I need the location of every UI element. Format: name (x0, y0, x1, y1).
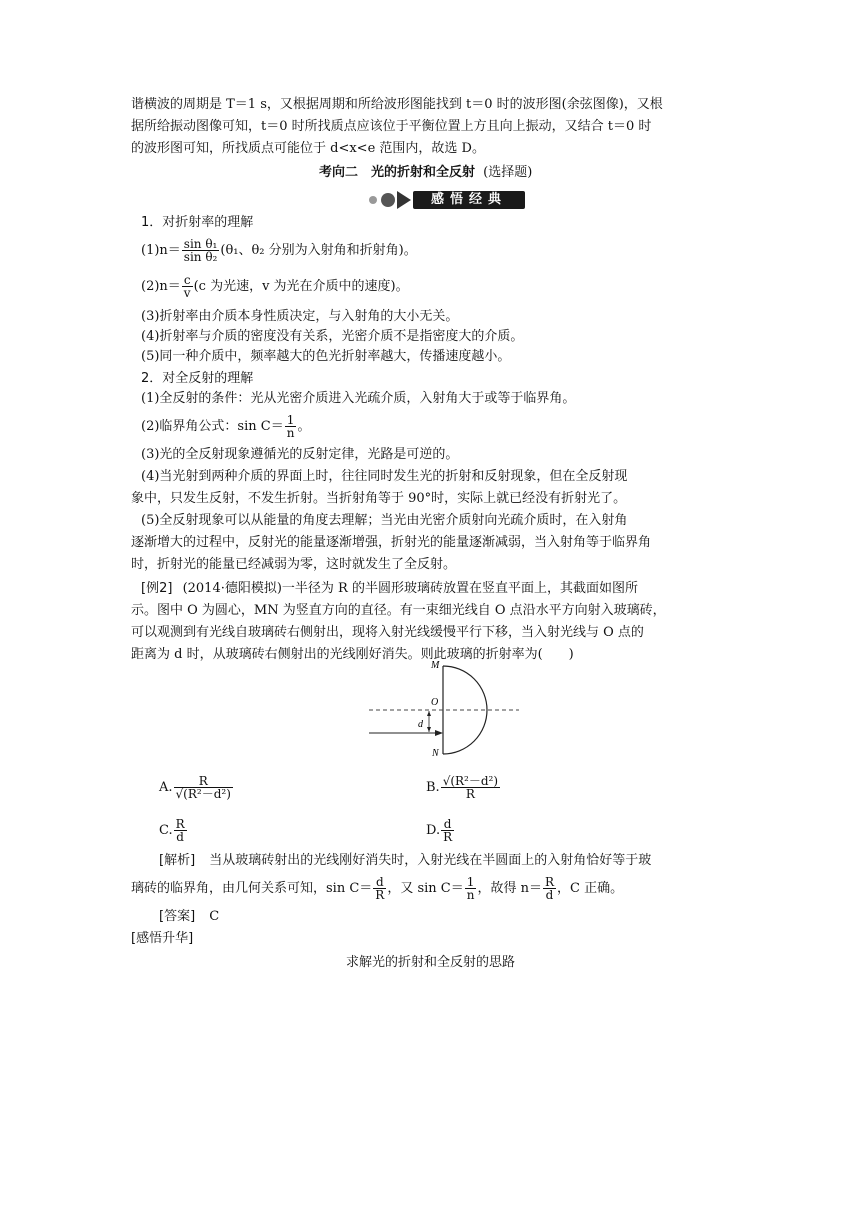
analysis-label: [解析] (159, 853, 196, 868)
section-title: 考向二 光的折射和全反射 (319, 165, 476, 180)
s2-item-5-line-2: 逐渐增大的过程中，反射光的能量逐渐增强，折射光的能量逐渐减弱，当入射角等于临界角 (131, 535, 652, 550)
s2-title: 2．对全反射的理解 (141, 371, 254, 386)
label-n: N (432, 748, 439, 759)
analysis-line-1 (159, 852, 651, 870)
s1-title: 1．对折射率的理解 (141, 215, 254, 230)
fraction-denominator: n (286, 426, 295, 440)
s1-item-1 (141, 238, 417, 264)
top-para-line-1: 谐横波的周期是 T＝1 s，又根据周期和所给波形图能找到 t＝0 时的波形图(余弦图像)，又根 (131, 97, 663, 112)
analysis-text-2c: ，故得 n＝ (477, 881, 542, 896)
option-d (426, 814, 455, 848)
example-line-4: 距离为 d 时，从玻璃砖右侧射出的光线刚好消失。则此玻璃的折射率为( ) (131, 647, 574, 662)
d-arrow-up-icon (427, 711, 431, 716)
d-over-r-fraction (373, 876, 386, 901)
s1-item-4: (4)折射率与介质的密度没有关系，光密介质不是指密度大的介质。 (141, 329, 524, 344)
one-over-n-fraction-2 (465, 876, 477, 901)
analysis-text-2d: ，C 正确。 (557, 881, 624, 896)
analysis-text-1: 当从玻璃砖射出的光线刚好消失时，入射光线在半圆面上的入射角恰好等于玻 (209, 853, 652, 868)
analysis-text-2b: ，又 sin C＝ (387, 881, 464, 896)
example-line-3: 可以观测到有光线自玻璃砖右侧射出，现将入射光线缓慢平行下移，当入射光线与 O 点的 (131, 625, 644, 640)
semicircle-glass-figure (363, 661, 528, 761)
option-c-label: C. (159, 823, 173, 838)
s2-item-1: (1)全反射的条件：光从光密介质进入光疏介质，入射角大于或等于临界角。 (141, 391, 576, 406)
fraction-denominator: v (183, 286, 191, 300)
option-b-fraction (441, 775, 500, 800)
s1-item-5: (5)同一种介质中，频率越大的色光折射率越大，传播速度越小。 (141, 349, 511, 364)
fraction-denominator: n (466, 888, 475, 902)
banner-label: 感悟经典 (413, 191, 525, 209)
answer-label: [答案] (159, 909, 196, 924)
incident-ray-arrow-icon (435, 730, 443, 736)
banner-arrow-icon (397, 191, 411, 209)
fraction-denominator: R (443, 830, 453, 844)
fraction-numerator: R (545, 875, 555, 889)
s1-item-3: (3)折射率由介质本身性质决定，与入射角的大小无关。 (141, 309, 459, 324)
c-over-v-fraction (182, 274, 193, 299)
s2-item-4-line-2: 象中，只发生反射，不发生折射。当折射角等于 90°时，实际上就已经没有折射光了。 (131, 491, 627, 506)
section-tag: (选择题) (483, 165, 533, 180)
s2-item-5-line-1: (5)全反射现象可以从能量的角度去理解；当光由光密介质射向光疏介质时，在入射角 (141, 513, 628, 528)
ganwu-jingdian-banner (361, 190, 526, 210)
example-line-1 (141, 580, 638, 598)
fraction-numerator: d (373, 876, 386, 889)
option-b (426, 768, 501, 808)
s2-item-2 (141, 414, 310, 440)
fraction-numerator: R (175, 817, 185, 831)
fraction-numerator: 1 (465, 876, 477, 889)
fraction-denominator: d (176, 830, 184, 844)
option-b-label: B. (426, 780, 440, 795)
s2-item-4-line-1: (4)当光射到两种介质的界面上时，往往同时发生光的折射和反射现象，但在全反射现 (141, 469, 628, 484)
fraction-denominator: √(R²－d²) (175, 787, 231, 801)
s2-item-3: (3)光的全反射现象遵循光的反射定律，光路是可逆的。 (141, 447, 459, 462)
option-c-fraction (174, 818, 187, 843)
option-a (159, 768, 234, 808)
fraction-denominator: sin θ₂ (183, 250, 218, 264)
fraction-denominator: R (465, 787, 475, 801)
s1-item-1-prefix: (1)n＝ (141, 243, 181, 258)
answer-value: C (209, 909, 220, 924)
option-a-fraction (174, 775, 233, 800)
s1-item-2-suffix: (c 为光速，v 为光在介质中的速度)。 (193, 279, 409, 294)
label-m: M (431, 661, 440, 671)
top-para-line-3: 的波形图可知，所找质点可能位于 d<x<e 范围内，故选 D。 (131, 141, 485, 156)
fraction-numerator: sin θ₁ (183, 237, 218, 251)
s1-item-2-prefix: (2)n＝ (141, 279, 181, 294)
banner-dot-large-icon (381, 193, 395, 207)
fraction-numerator: c (182, 274, 193, 287)
analysis-line-2 (131, 874, 623, 904)
example-line-2: 示。图中 O 为圆心，MN 为竖直方向的直径。有一束细光线自 O 点沿水平方向射入玻璃砖， (131, 603, 666, 618)
fraction-numerator: √(R²－d²) (442, 774, 499, 788)
fraction-denominator: R (375, 888, 385, 902)
label-d: d (418, 719, 423, 730)
fraction-numerator: R (174, 775, 233, 788)
example-text-1: (2014·德阳模拟)一半径为 R 的半圆形玻璃砖放置在竖直平面上，其截面如图所 (182, 581, 638, 596)
example-label: [例2] (141, 581, 173, 596)
label-o: O (431, 697, 439, 708)
fraction-denominator: d (545, 888, 554, 902)
answer-line (159, 908, 219, 926)
option-c (159, 814, 188, 848)
s2-item-5-line-3: 时，折射光的能量已经减弱为零，这时就发生了全反射。 (131, 557, 457, 572)
option-d-label: D. (426, 823, 441, 838)
top-para-line-2: 据所给振动图像可知，t＝0 时所找质点应该位于平衡位置上方且向上振动，又结合 t＝0 时 (131, 119, 652, 134)
section-heading (319, 164, 532, 182)
s1-item-2 (141, 274, 409, 300)
sublimation-label: [感悟升华] (131, 931, 194, 946)
s2-item-2-suffix: 。 (297, 419, 311, 434)
final-title: 求解光的折射和全反射的思路 (346, 955, 516, 970)
d-arrow-down-icon (427, 727, 431, 732)
refractive-index-fraction (182, 238, 220, 263)
fraction-numerator: 1 (285, 414, 297, 427)
s2-item-2-prefix: (2)临界角公式：sin C＝ (141, 419, 284, 434)
r-over-d-fraction (543, 876, 556, 901)
option-d-fraction (441, 818, 454, 843)
option-a-label: A. (159, 780, 173, 795)
analysis-text-2a: 璃砖的临界角，由几何关系可知，sin C＝ (131, 881, 373, 896)
banner-dot-small-icon (369, 196, 377, 204)
fraction-numerator: d (441, 818, 454, 831)
one-over-n-fraction (285, 414, 297, 439)
s1-item-1-suffix: (θ₁、θ₂ 分别为入射角和折射角)。 (220, 243, 417, 258)
